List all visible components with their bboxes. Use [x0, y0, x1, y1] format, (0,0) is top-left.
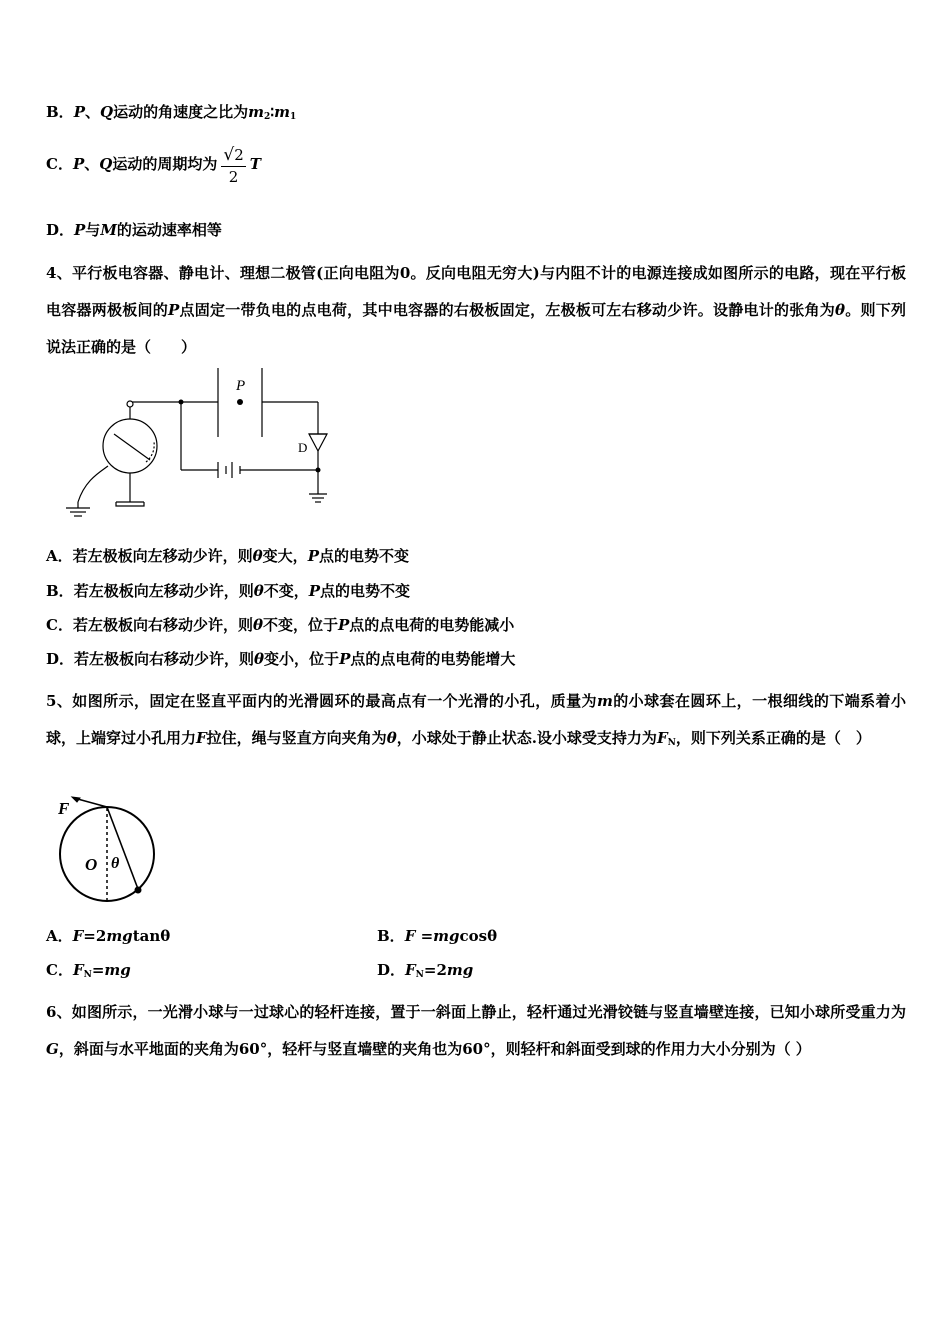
- o-label: O: [85, 855, 98, 874]
- q4-option-d: D．若左极板向右移动少许，则θ变小，位于P点的点电荷的电势能增大: [46, 650, 516, 668]
- q4-circuit-figure: [60, 362, 340, 522]
- sqrt2-over-2-fraction: $\frac{√2}{2}$: [223, 144, 244, 186]
- q5-option-b: B．F =mgcosθ: [377, 927, 498, 945]
- ball-icon: [135, 887, 142, 894]
- q5-ring-figure: [52, 794, 162, 906]
- q5-option-a: A．F=2mgtanθ: [46, 927, 171, 945]
- q6-stem: 6、如图所示，一光滑小球与一过球心的轻杆连接，置于一斜面上静止，轻杆通过光滑铰链与竖直墙壁连接，已知小球所受重力为G，斜面与水平地面的夹角为60°，轻杆与竖直墙壁的夹角也为60°，则轻杆和斜面受到球的作用力大小分别为（ ）: [46, 1003, 906, 1058]
- theta-label: θ: [111, 855, 120, 872]
- q4-option-b: B．若左极板向左移动少许，则θ不变，P点的电势不变: [46, 582, 411, 600]
- q4-stem: 4、平行板电容器、静电计、理想二极管(正向电阻为0。反向电阻无穷大)与内阻不计的电源连接成如图所示的电路，现在平行板电容器两极板间的P点固定一带负电的点电荷，其中电容器的右极板固定，左极板可左右移动少许。设静电计的张角为θ。则下列说法正确的是（ ）: [46, 264, 906, 356]
- d-label: D: [298, 440, 308, 455]
- q3-option-d: D．P与M的运动速率相等: [46, 221, 222, 239]
- q3-option-c: C．P、Q运动的周期均为 $\frac{√2}{2}$ T: [46, 144, 261, 186]
- p-label: P: [236, 378, 246, 394]
- q4-option-a: A．若左极板向左移动少许，则θ变大，P点的电势不变: [46, 547, 409, 565]
- diode-icon: [309, 434, 327, 451]
- q5-stem: 5、如图所示，固定在竖直平面内的光滑圆环的最高点有一个光滑的小孔，质量为m的小球套在圆环上，一根细线的下端系着小球，上端穿过小孔用力F拉住，绳与竖直方向夹角为θ，小球处于静止状态.设小球受支持力为$F_N$，则下列关系正确的是（ ）: [46, 692, 906, 748]
- q4-option-c: C．若左极板向右移动少许，则θ不变，位于P点的点电荷的电势能减小: [46, 616, 515, 634]
- q5-option-d: D．$F_N=2mg$: [377, 961, 474, 980]
- f-label: F: [58, 799, 70, 818]
- point-p-dot: [237, 399, 243, 405]
- q5-option-c: C．$F_N=mg$: [46, 961, 131, 980]
- q3-option-b: B．P、Q运动的角速度之比为$m_2∶m_1$: [46, 103, 297, 122]
